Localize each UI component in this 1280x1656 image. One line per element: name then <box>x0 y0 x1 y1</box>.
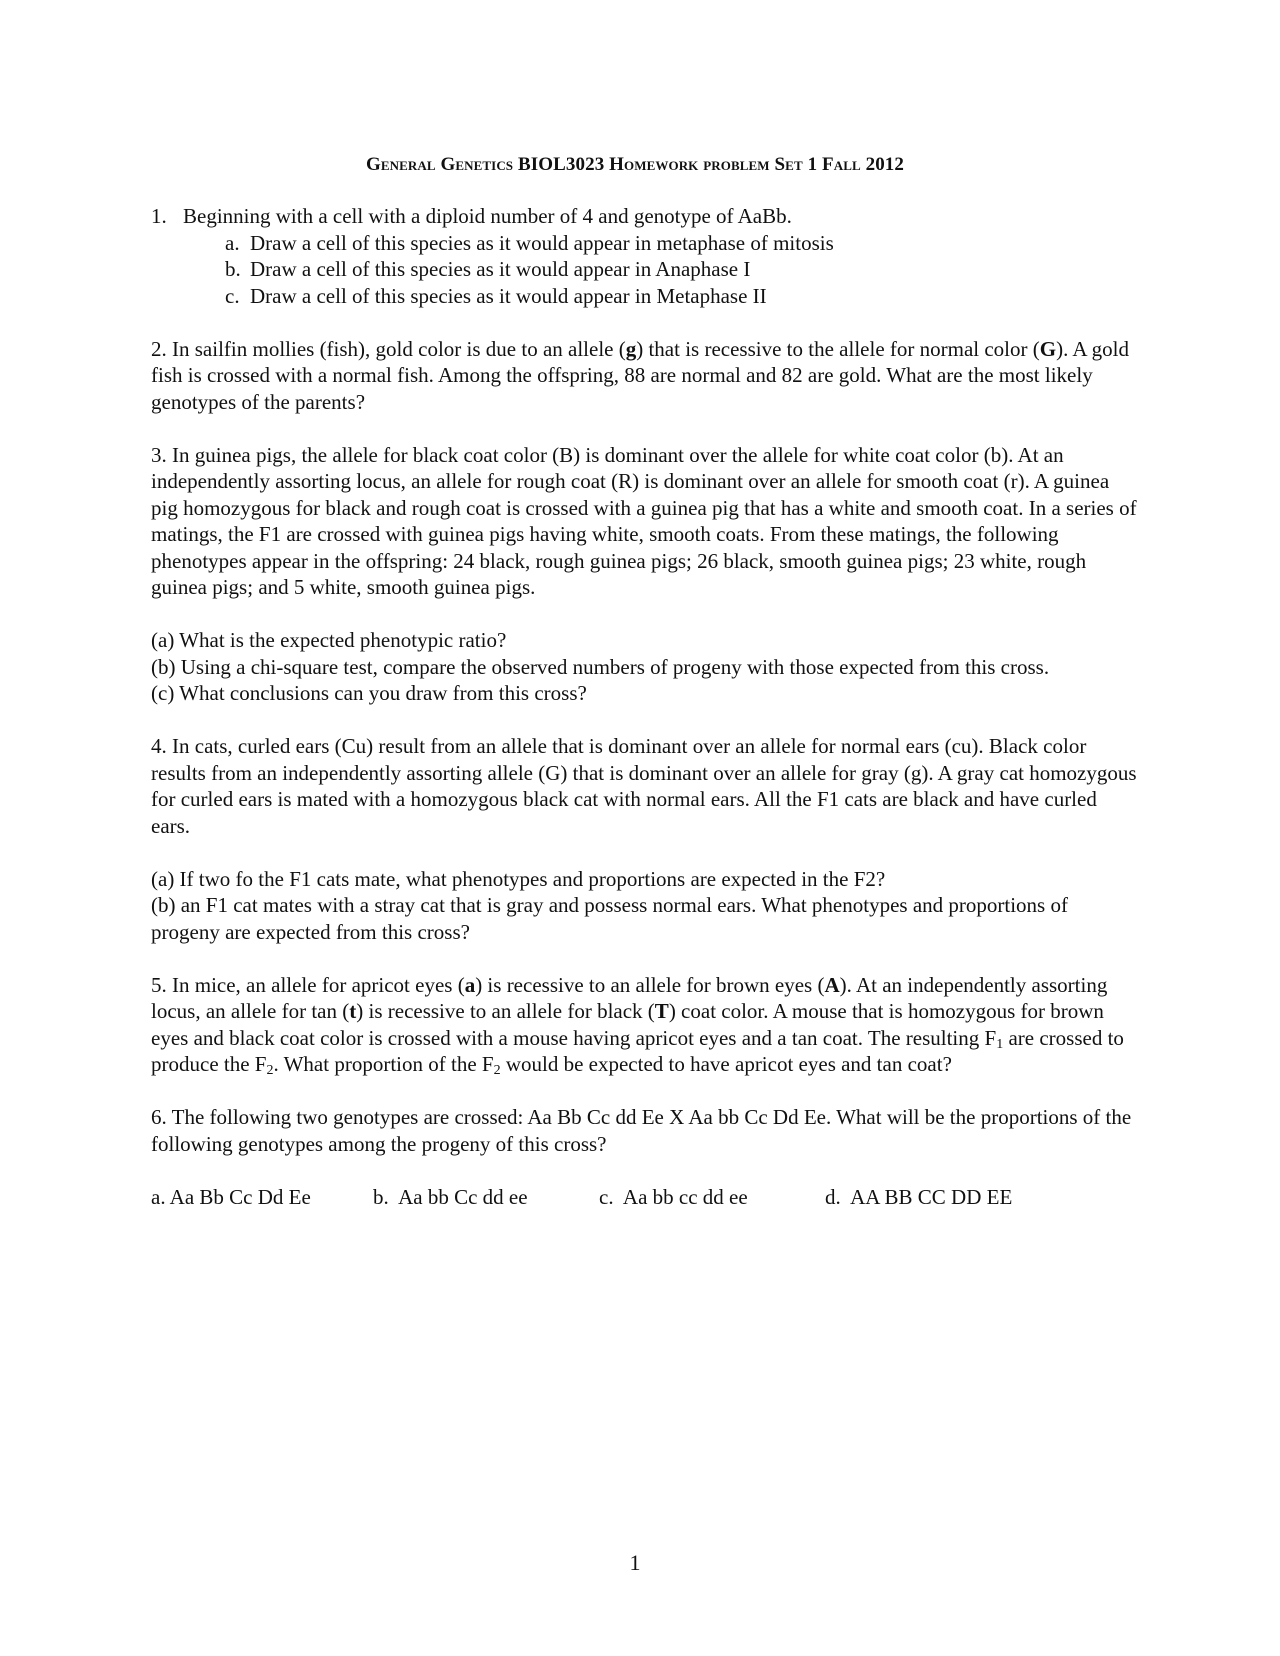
question-1 <box>151 203 1141 230</box>
question-1-item-b: b. Draw a cell of this species as it would appear in Anaphase I <box>225 257 751 281</box>
question-1-item-c: c. Draw a cell of this species as it would appear in Metaphase II <box>225 283 767 308</box>
question-4-part-a: (a) If two fo the F1 cats mate, what phenotypes and proportions are expected in the F2? <box>151 866 886 891</box>
answer-d: d. AA BB CC DD EE <box>825 1184 1013 1209</box>
question-5: 5. In mice, an allele for apricot eyes (a) is recessive to an allele for brown eyes (A). At an independently assorting locus, an allele for tan (t) is recessive to an allele for black (T) coat color. A mouse that is homozygous for brown eyes and black coat color is crossed with a mouse having apricot eyes and a tan coat. The resulting $F_1$ are crossed to produce the $F_2$. What proportion of the $F_2$ would be expected to have apricot eyes and tan coat? <box>151 972 1124 1078</box>
question-1-number: 1. <box>151 204 167 228</box>
question-4: 4. In cats, curled ears (Cu) result from an allele that is dominant over an allele for normal ears (cu). Black color results from an independently assorting allele (G) that is dominant over an allele for gray (g). A gray cat homozygous for curled ears is mated with a homozygous black cat with normal ears. All the F1 cats are black and have curled ears. <box>151 734 1137 838</box>
question-6: 6. The following two genotypes are crossed: Aa Bb Cc dd Ee X Aa bb Cc Dd Ee. What will be the proportions of the following genotypes among the progeny of this cross? <box>151 1105 1132 1156</box>
answer-b: b. Aa bb Cc dd ee <box>373 1184 528 1209</box>
question-6-answers <box>151 1184 1141 1211</box>
question-2: 2. In sailfin mollies (fish), gold color is due to an allele (g) that is recessive to the allele for normal color (G). A gold fish is crossed with a normal fish. Among the offspring, 88 are normal and 82 are gold. What are the most likely genotypes of the parents? <box>151 336 1130 414</box>
question-1-items <box>151 230 1141 310</box>
page-title: General Genetics BIOL3023 Homework problem Set 1 Fall 2012 <box>365 154 905 175</box>
question-4-part-b: (b) an F1 cat mates with a stray cat that is gray and possess normal ears. What phenotypes and proportions of progeny are expected from this cross? <box>151 893 1068 944</box>
document-body <box>151 203 1141 1211</box>
answer-a: a. Aa Bb Cc Dd Ee <box>151 1184 311 1209</box>
question-1-item-a: a. Draw a cell of this species as it would appear in metaphase of mitosis <box>225 230 834 255</box>
question-3-part-b: (b) Using a chi-square test, compare the observed numbers of progeny with those expected from this cross. <box>151 654 1050 679</box>
answer-c: c. Aa bb cc dd ee <box>599 1184 748 1209</box>
question-1-text: Beginning with a cell with a diploid number of 4 and genotype of AaBb. <box>183 204 792 228</box>
question-3-part-c: (c) What conclusions can you draw from this cross? <box>151 681 587 705</box>
question-3-part-a: (a) What is the expected phenotypic ratio? <box>151 628 507 652</box>
question-3: 3. In guinea pigs, the allele for black coat color (B) is dominant over the allele for white coat color (b). At an independently assorting locus, an allele for rough coat (R) is dominant over an allele for smooth coat (r). A guinea pig homozygous for black and rough coat is crossed with a guinea pig that has a white and smooth coat. In a series of matings, the F1 are crossed with guinea pigs having white, smooth coats. From these matings, the following phenotypes appear in the offspring: 24 black, rough guinea pigs; 26 black, smooth guinea pigs; 23 white, rough guinea pigs; and 5 white, smooth guinea pigs. <box>151 442 1137 599</box>
page-number: 1 <box>629 1550 641 1575</box>
